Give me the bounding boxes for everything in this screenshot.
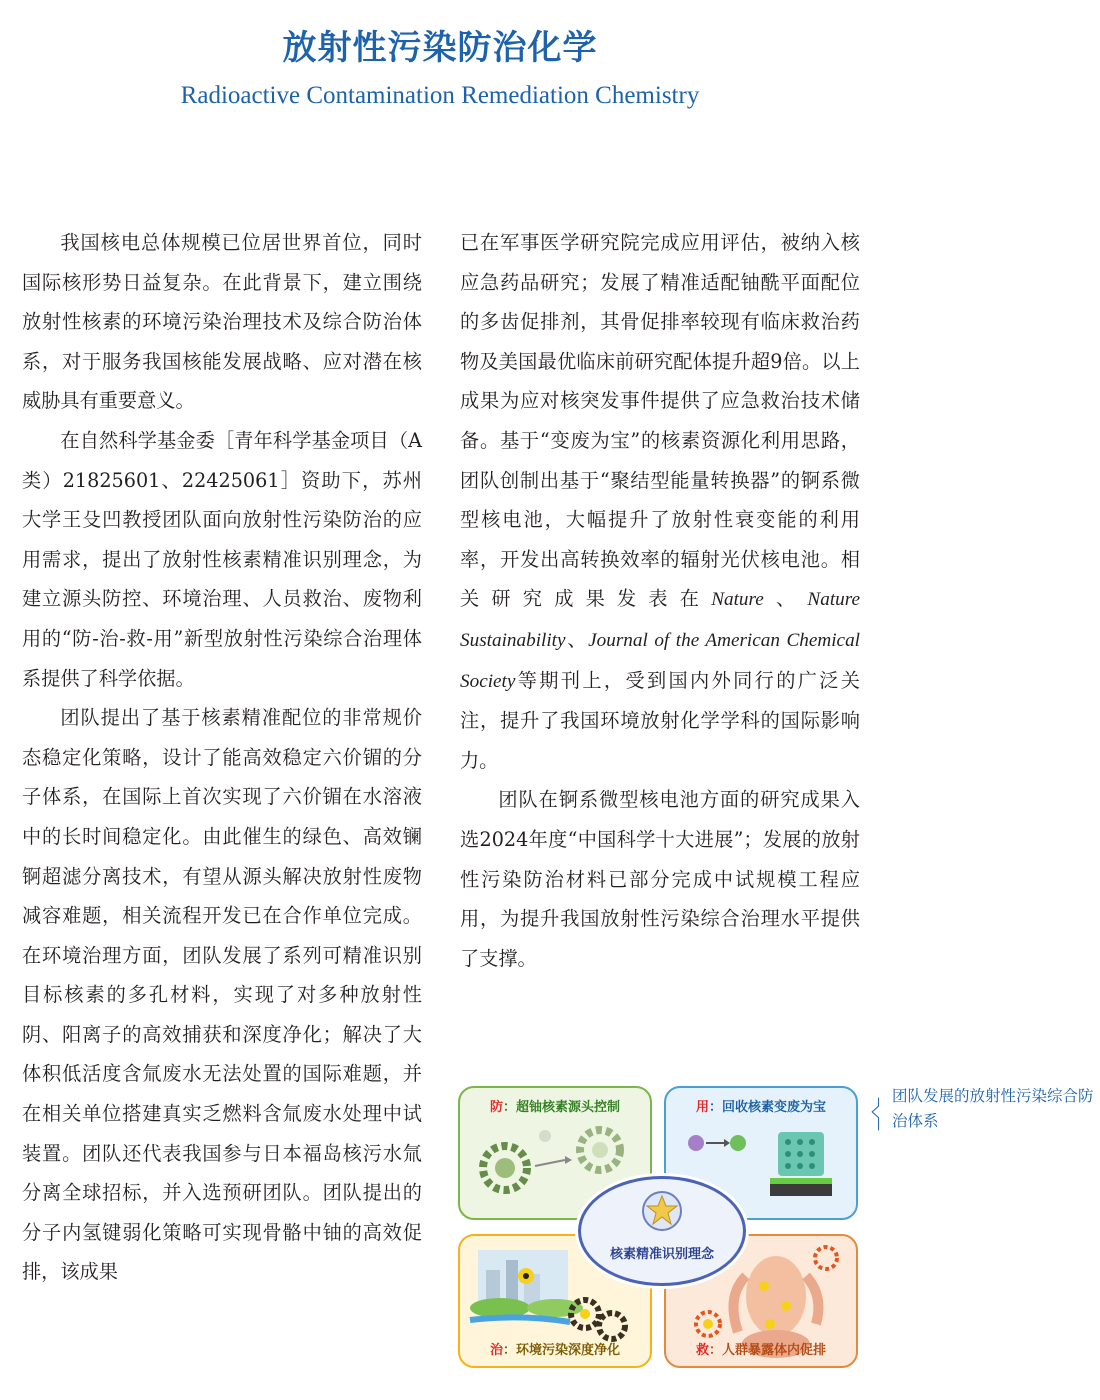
panel-prevent-label: 防：超铀核素源头控制 <box>489 1100 621 1115</box>
page-subtitle: Radioactive Contamination Remediation Chemistry <box>180 82 700 109</box>
journal-nature: Nature <box>711 589 764 611</box>
paragraph-continued <box>460 223 860 780</box>
journal-jacs: Journal of the American Chemical Society <box>460 629 861 692</box>
journal-nature-sustainability: Nature Sustainability <box>460 589 861 651</box>
center-concept-oval <box>578 1176 746 1286</box>
paragraph-intro: 我国核电总体规模已位居世界首位，同时国际核形势日益复杂。在此背景下，建立围绕放射性核素的环境污染治理技术及综合防治体系，对于服务我国核能发展战略、应对潜在核威胁具有重要意义。 <box>22 231 422 413</box>
panel-treat-label: 治：环境污染深度净化 <box>489 1343 621 1358</box>
remediation-system-figure <box>458 1086 860 1368</box>
star-icon <box>642 1191 682 1231</box>
panel-rescue-label: 救：人群暴露体内促排 <box>695 1343 827 1358</box>
right-column <box>460 223 860 978</box>
paragraph-research: 团队提出了基于核素精准配位的非常规价态稳定化策略，设计了能高效稳定六价镅的分子体系，在国际上首次实现了六价镅在水溶液中的长时间稳定化。由此催生的绿色、高效镧锕超滤分离技术，有望从源头解决放射性废物减容难题，相关流程开发已在合作单位完成。在环境治理方面，团队发展了系列可精准识别目标核素的多孔材料，实现了对多种放射性阴、阳离子的高效捕获和深度净化；解决了大体积低活度含氚废水无法处置的国际难题，并在相关单位搭建真实乏燃料含氚废水处理中试装置。团队还代表我国参与日本福岛核污水氚分离全球招标，并入选预研团队。团队提出的分子内氢键弱化策略可实现骨骼中铀的高效促排，该成果 <box>22 706 422 1284</box>
paragraph-funding: 在自然科学基金委［青年科学基金项目（A类）21825601、22425061］资助下，苏州大学王殳凹教授团队面向放射性污染防治的应用需求，提出了放射性核素精准识别理念，为建立源头防控、环境治理、人员救治、废物利用的“防-治-救-用”新型放射性污染综合治理体系提供了科学依据。 <box>22 428 422 690</box>
figure-caption-text: 团队发展的放射性污染综合防治体系 <box>892 1087 1094 1130</box>
separator: 、 <box>763 587 808 611</box>
paragraph-continued-text-a: 已在军事医学研究院完成应用评估，被纳入核应急药品研究；发展了精准适配铀酰平面配位的多齿促排剂，其骨促排率较现有临床救治药物及美国最优临床前研究配体提升超9倍。以上成果为应对核突发事件提供了应急救治技术储备。基于“变废为宝”的核素资源化利用思路，团队创制出基于“聚结型能量转换器”的锕系微型核电池，大幅提升了放射性衰变能的利用率，开发出高转换效率的辐射光伏核电池。相关研究成果发表在 <box>460 231 860 611</box>
left-column <box>22 223 422 1292</box>
page-title: 放射性污染防治化学 <box>282 28 598 68</box>
panel-use-label: 用：回收核素变废为宝 <box>695 1100 827 1115</box>
caption-bracket-icon <box>870 1090 880 1138</box>
paragraph-continued-text-b: 等期刊上，受到国内外同行的广泛关注，提升了我国环境放射化学学科的国际影响力。 <box>460 668 860 772</box>
separator: 、 <box>565 627 589 651</box>
center-concept-label: 核素精准识别理念 <box>609 1247 714 1262</box>
paragraph-achievement: 团队在锕系微型核电池方面的研究成果入选2024年度“中国科学十大进展”；发展的放射性污染防治材料已部分完成中试规模工程应用，为提升我国放射性污染综合治理水平提供了支撑。 <box>460 788 860 970</box>
